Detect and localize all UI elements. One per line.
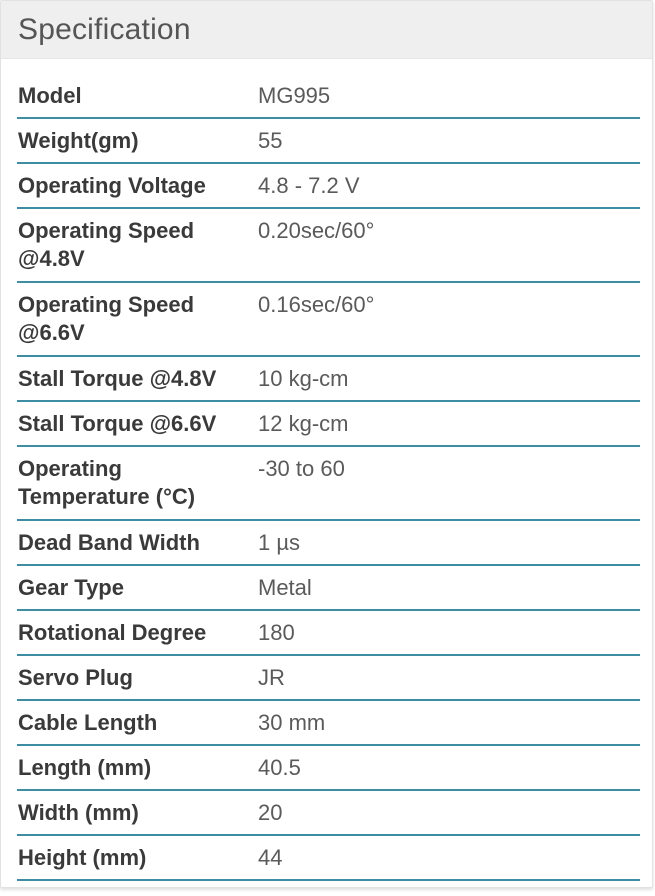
spec-value: 10 kg-cm [258,366,349,391]
spec-value: JR [258,665,285,690]
spec-value: 40.5 [258,755,301,780]
spec-value: 44 [258,845,283,870]
table-row [17,357,640,402]
spec-key: Height (mm) [18,845,147,870]
spec-value: 1 µs [258,530,301,555]
spec-key: Cable Length [18,710,158,735]
table-row [17,402,640,447]
table-row [17,611,640,656]
spec-table [17,74,640,881]
table-row [17,566,640,611]
card-header [1,1,652,59]
table-row [17,209,640,283]
spec-key: Operating Speed @4.8V [18,218,195,271]
table-row [17,283,640,357]
spec-value: 4.8 - 7.2 V [258,173,360,198]
spec-key: Gear Type [18,575,124,600]
card-title: Specification [18,12,191,46]
table-row [17,836,640,881]
spec-key: Rotational Degree [18,620,207,645]
table-row [17,791,640,836]
spec-value: 0.16sec/60° [258,292,375,317]
spec-value: Metal [258,575,312,600]
table-row [17,746,640,791]
table-row [17,164,640,209]
spec-key: Operating Speed @6.6V [18,292,195,345]
table-row [17,701,640,746]
spec-key: Dead Band Width [18,530,200,555]
spec-key: Model [18,83,82,108]
spec-value: 12 kg-cm [258,411,349,436]
table-row [17,74,640,119]
table-row [17,656,640,701]
table-row [17,447,640,521]
spec-value: 55 [258,128,283,153]
spec-key: Operating Voltage [18,173,206,198]
spec-key: Weight(gm) [18,128,139,153]
spec-value: MG995 [258,83,331,108]
spec-key: Stall Torque @4.8V [18,366,217,391]
spec-value: 0.20sec/60° [258,218,375,243]
spec-key: Servo Plug [18,665,133,690]
spec-key: Width (mm) [18,800,139,825]
spec-value: 30 mm [258,710,326,735]
spec-value: 180 [258,620,295,645]
table-row [17,521,640,566]
table-row [17,119,640,164]
spec-key: Operating Temperature (°C) [18,456,196,509]
spec-value: -30 to 60 [258,456,345,481]
spec-key: Length (mm) [18,755,152,780]
spec-key: Stall Torque @6.6V [18,411,217,436]
spec-value: 20 [258,800,283,825]
